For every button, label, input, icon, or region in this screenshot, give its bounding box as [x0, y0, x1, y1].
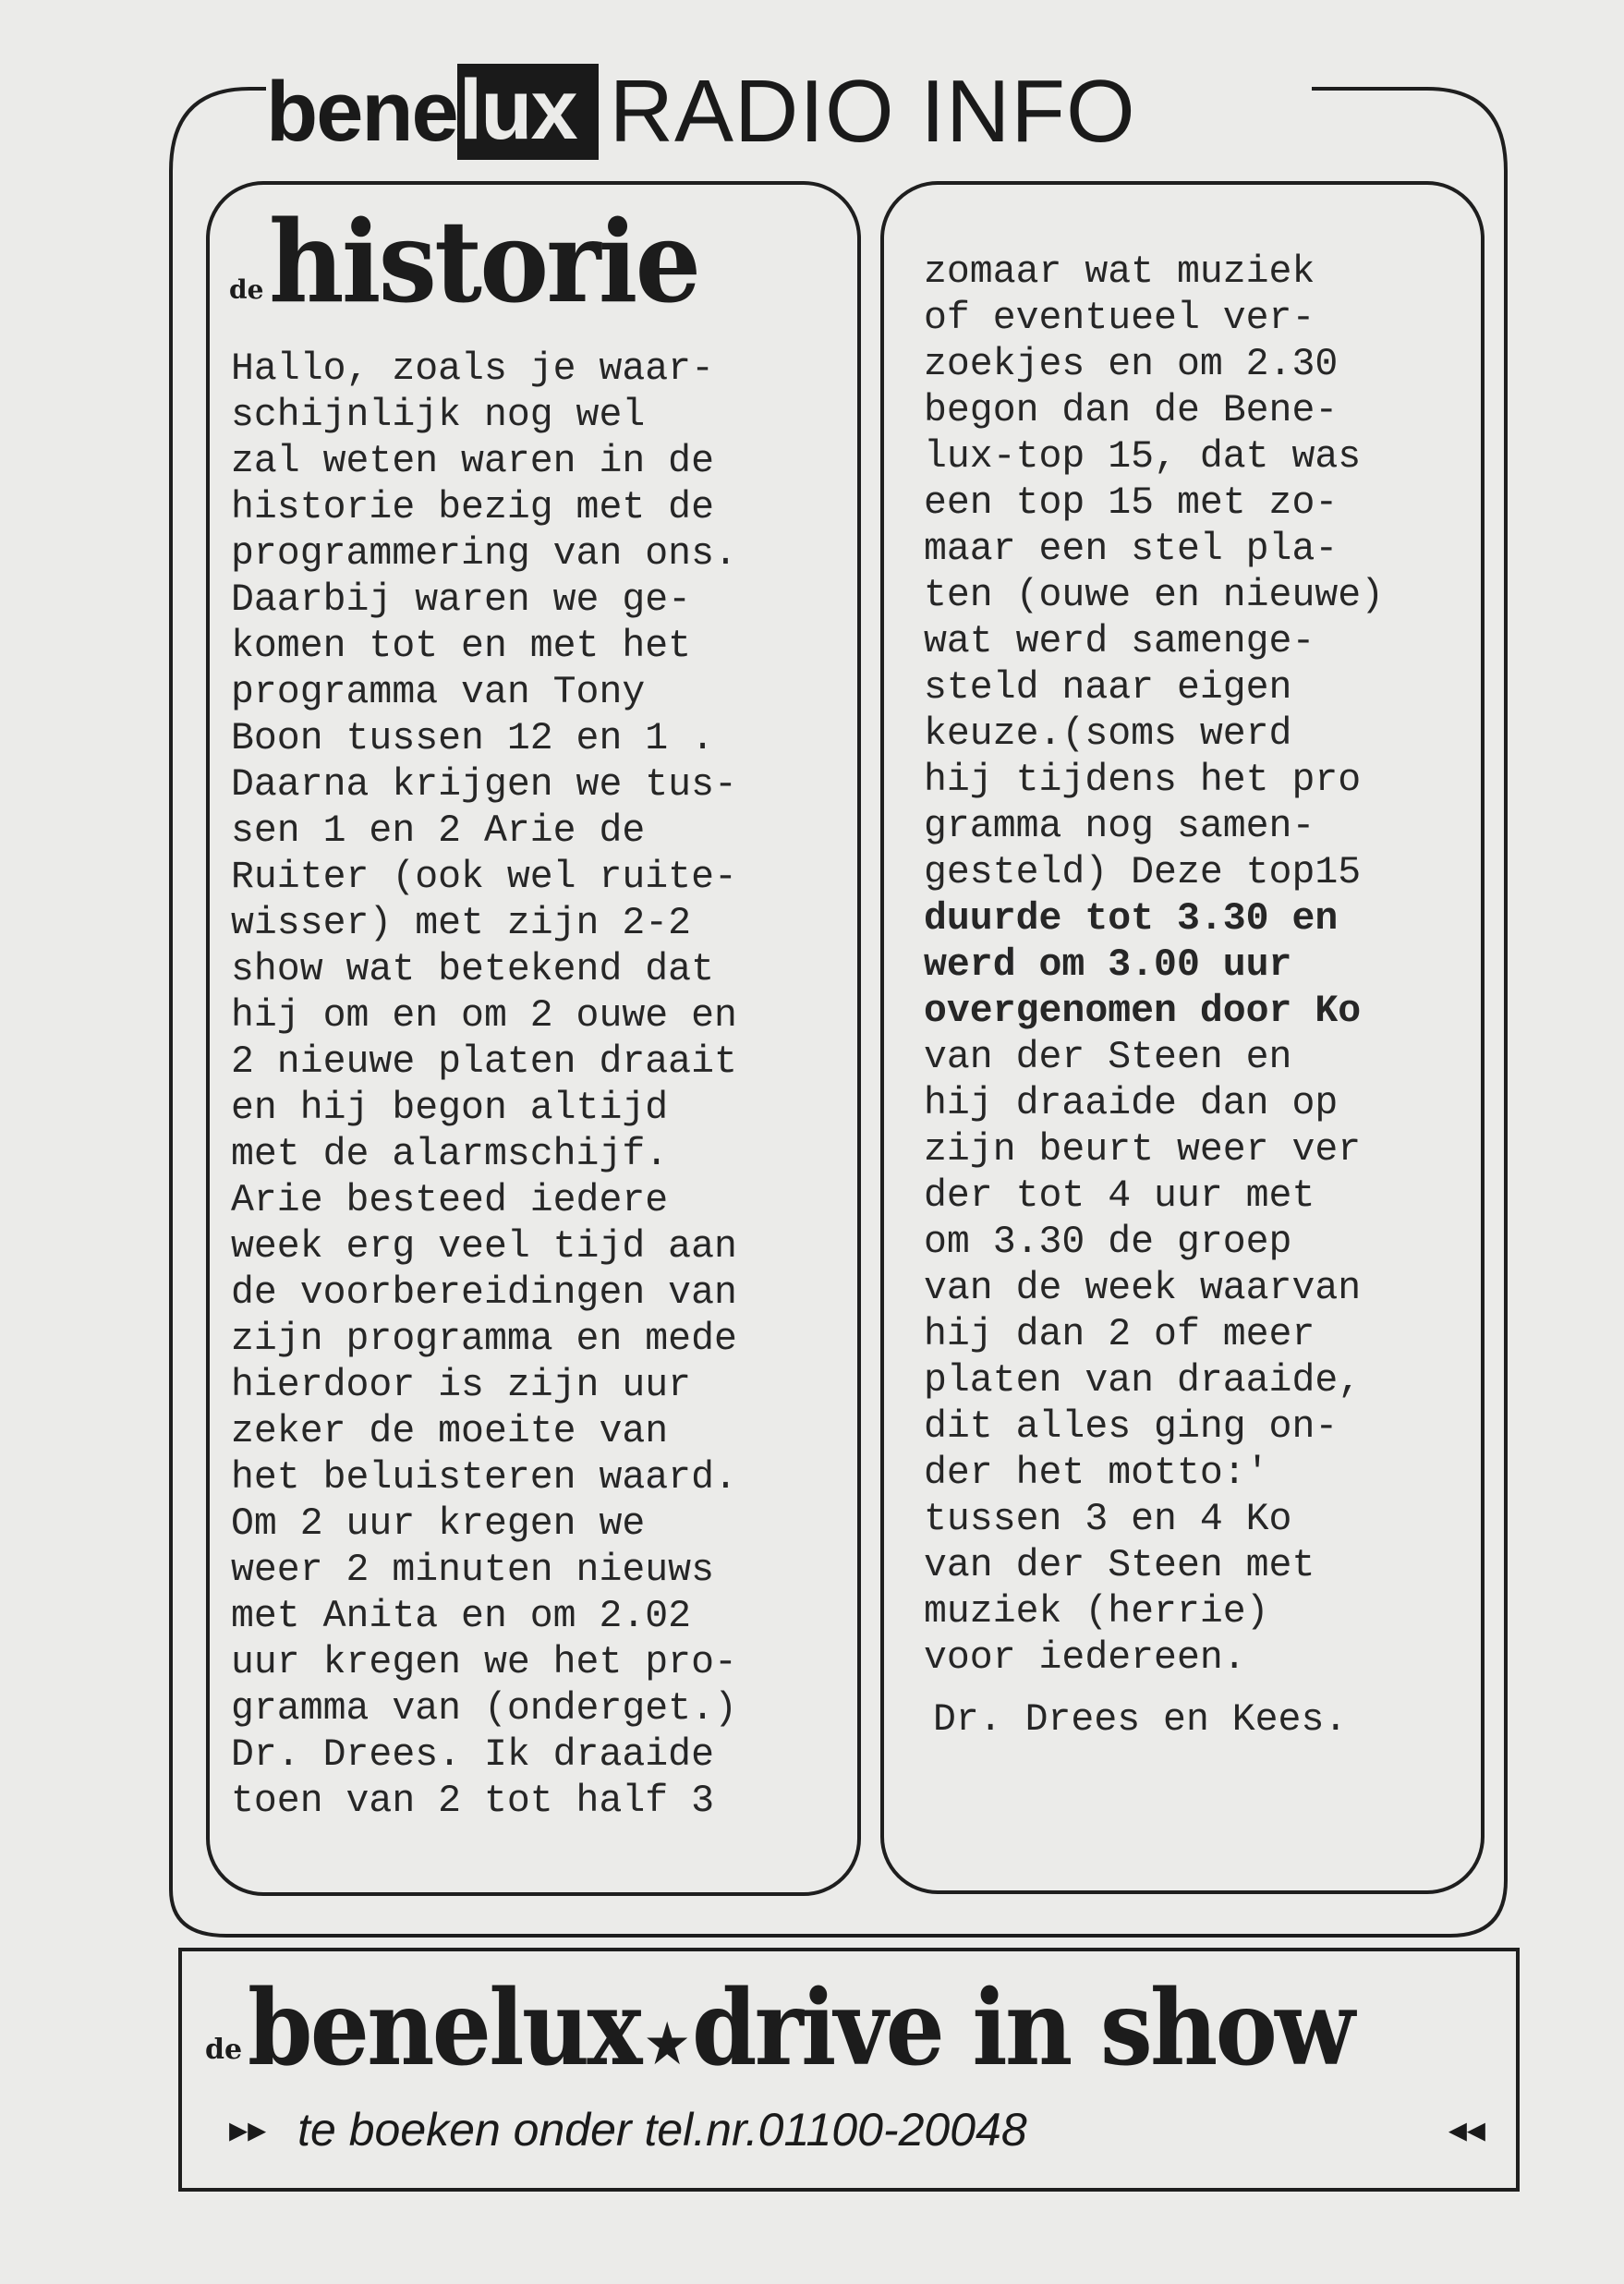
right-column-text	[924, 249, 1384, 1682]
text-line: gramma van (onderget.)	[231, 1687, 737, 1731]
text-line: Daarna krijgen we tus-	[231, 763, 737, 807]
text-line: begon dan de Bene-	[924, 389, 1339, 432]
double-arrow-left-icon: ◂◂	[1448, 2108, 1485, 2151]
text-line: hij draaide dan op	[924, 1082, 1339, 1125]
text-line: historie bezig met de	[231, 486, 714, 529]
text-line: maar een stel pla-	[924, 528, 1339, 571]
text-line: hij dan 2 of meer	[924, 1313, 1315, 1356]
text-line: keuze.(soms werd	[924, 712, 1292, 756]
text-line: week erg veel tijd aan	[231, 1225, 737, 1269]
text-line: duurde tot 3.30 en	[924, 897, 1339, 941]
masthead	[266, 61, 1136, 163]
footer-booking-line	[229, 2103, 1485, 2156]
text-line: of eventueel ver-	[924, 297, 1315, 340]
text-line: Hallo, zoals je waar-	[231, 347, 714, 391]
text-line: programmering van ons.	[231, 532, 737, 576]
text-line: zeker de moeite van	[231, 1410, 669, 1453]
text-line: gesteld) Deze top15	[924, 851, 1362, 894]
text-line: zomaar wat muziek	[924, 250, 1315, 294]
text-line: voor iedereen.	[924, 1636, 1246, 1680]
text-line: weer 2 minuten nieuws	[231, 1549, 714, 1592]
text-line: ten (ouwe en nieuwe)	[924, 574, 1385, 617]
text-line: zoekjes en om 2.30	[924, 343, 1339, 386]
text-line: werd om 3.00 uur	[924, 943, 1292, 987]
article-heading-title: historie	[269, 195, 699, 328]
text-line: lux-top 15, dat was	[924, 435, 1362, 479]
text-line: Om 2 uur kregen we	[231, 1502, 646, 1546]
star-icon: ★	[643, 2011, 689, 2079]
text-line: muziek (herrie)	[924, 1590, 1269, 1634]
text-line: met de alarmschijf.	[231, 1133, 669, 1176]
text-line: Daarbij waren we ge-	[231, 578, 692, 622]
text-line: Dr. Drees. Ik draaide	[231, 1733, 714, 1777]
article-heading-prefix: de	[229, 274, 264, 305]
text-line: wisser) met zijn 2-2	[231, 902, 692, 945]
text-line: uur kregen we het pro-	[231, 1641, 737, 1684]
text-line: schijnlijk nog wel	[231, 394, 646, 437]
text-line: 2 nieuwe platen draait	[231, 1040, 737, 1084]
footer-prefix: de	[205, 2034, 243, 2066]
text-line: gramma nog samen-	[924, 805, 1315, 848]
text-line: wat werd samenge-	[924, 620, 1315, 663]
text-line: der het motto:'	[924, 1452, 1269, 1495]
text-line: een top 15 met zo-	[924, 481, 1339, 525]
footer-title-right: drive in show	[692, 1968, 1353, 2089]
text-line: het beluisteren waard.	[231, 1456, 737, 1500]
footer-title-left: benelux	[248, 1968, 640, 2089]
text-line: van de week waarvan	[924, 1267, 1362, 1310]
text-line: zijn programma en mede	[231, 1318, 737, 1361]
text-line: hierdoor is zijn uur	[231, 1364, 692, 1407]
footer-title	[205, 1968, 1475, 2089]
text-line: show wat betekend dat	[231, 948, 714, 991]
text-line: de voorbereidingen van	[231, 1271, 737, 1315]
text-line: en hij begon altijd	[231, 1087, 669, 1130]
text-line: hij tijdens het pro	[924, 759, 1362, 802]
text-line: dit alles ging on-	[924, 1405, 1339, 1449]
text-line: steld naar eigen	[924, 666, 1292, 710]
text-line: Boon tussen 12 en 1 .	[231, 717, 714, 760]
text-line: om 3.30 de groep	[924, 1221, 1292, 1264]
text-line: met Anita en om 2.02	[231, 1595, 692, 1638]
text-line: platen van draaide,	[924, 1359, 1362, 1403]
article-signature: Dr. Drees en Kees.	[933, 1698, 1348, 1742]
masthead-brand-left: bene	[266, 65, 457, 159]
text-line: toen van 2 tot half 3	[231, 1780, 714, 1823]
masthead-title: RADIO INFO	[609, 62, 1136, 161]
text-line: van der Steen en	[924, 1036, 1292, 1079]
text-line: zal weten waren in de	[231, 440, 714, 483]
text-line: der tot 4 uur met	[924, 1174, 1315, 1218]
text-line: overgenomen door Ko	[924, 990, 1362, 1033]
double-arrow-right-icon: ▸▸	[229, 2108, 267, 2151]
left-column-text	[231, 346, 737, 1825]
text-line: Arie besteed iedere	[231, 1179, 669, 1222]
footer-title-text	[248, 1968, 1353, 2089]
text-line: zijn beurt weer ver	[924, 1128, 1362, 1172]
footer-booking-text: te boeken onder tel.nr.01100-20048	[297, 2104, 1027, 2156]
text-line: van der Steen met	[924, 1544, 1315, 1587]
text-line: sen 1 en 2 Arie de	[231, 809, 646, 853]
text-line: komen tot en met het	[231, 625, 692, 668]
text-line: programma van Tony	[231, 671, 646, 714]
text-line: tussen 3 en 4 Ko	[924, 1498, 1292, 1541]
article-heading	[229, 195, 736, 328]
masthead-brand-right: lux	[457, 64, 599, 160]
text-line: hij om en om 2 ouwe en	[231, 994, 737, 1038]
text-line: Ruiter (ook wel ruite-	[231, 856, 737, 899]
